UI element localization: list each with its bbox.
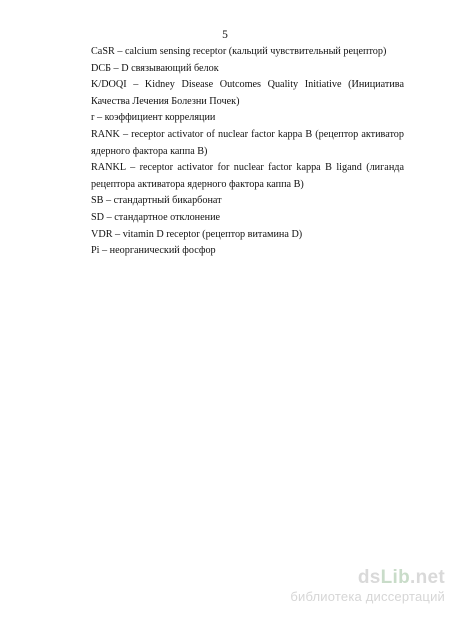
abbreviation-list (91, 44, 404, 260)
abbreviation-entry-sb: SB – стандартный бикарбонат (91, 195, 222, 207)
logo-ds-text: ds (357, 567, 381, 588)
abbreviation-entry-rankl: RANKL – receptor activator for nuclear factor kappa B ligand (лиганда рецептора активатора ядерного фактора каппа B) (91, 162, 404, 190)
watermark-subtitle: библиотека диссертаций (290, 589, 445, 604)
abbreviation-entry-pi: Pi – неорганический фосфор (91, 245, 216, 257)
abbreviation-entry-kdoqi: K/DOQI – Kidney Disease Outcomes Quality Initiative (Инициатива Качества Лечения Болезни Почек) (91, 79, 404, 107)
logo-lib-text: Lib (380, 567, 411, 588)
dslib-logo (255, 567, 445, 589)
abbreviation-entry-vdr: VDR – vitamin D receptor (рецептор витамина D) (91, 228, 303, 240)
dslib-watermark (255, 567, 445, 605)
abbreviation-entry-casr: CaSR – calcium sensing receptor (кальций чувствительный рецептор) (91, 46, 387, 57)
logo-net-text: .net (410, 567, 445, 588)
abbreviation-entry-rank: RANK – receptor activator of nuclear factor kappa B (рецептор активатор ядерного фактора каппа B) (91, 128, 404, 157)
page-number: 5 (222, 29, 228, 41)
abbreviation-entry-r: r – коэффициент корреляции (91, 112, 216, 124)
abbreviation-entry-dcb: DCБ – D связывающий белок (91, 62, 219, 74)
abbreviation-entry-sd: SD – стандартное отклонение (91, 211, 221, 223)
